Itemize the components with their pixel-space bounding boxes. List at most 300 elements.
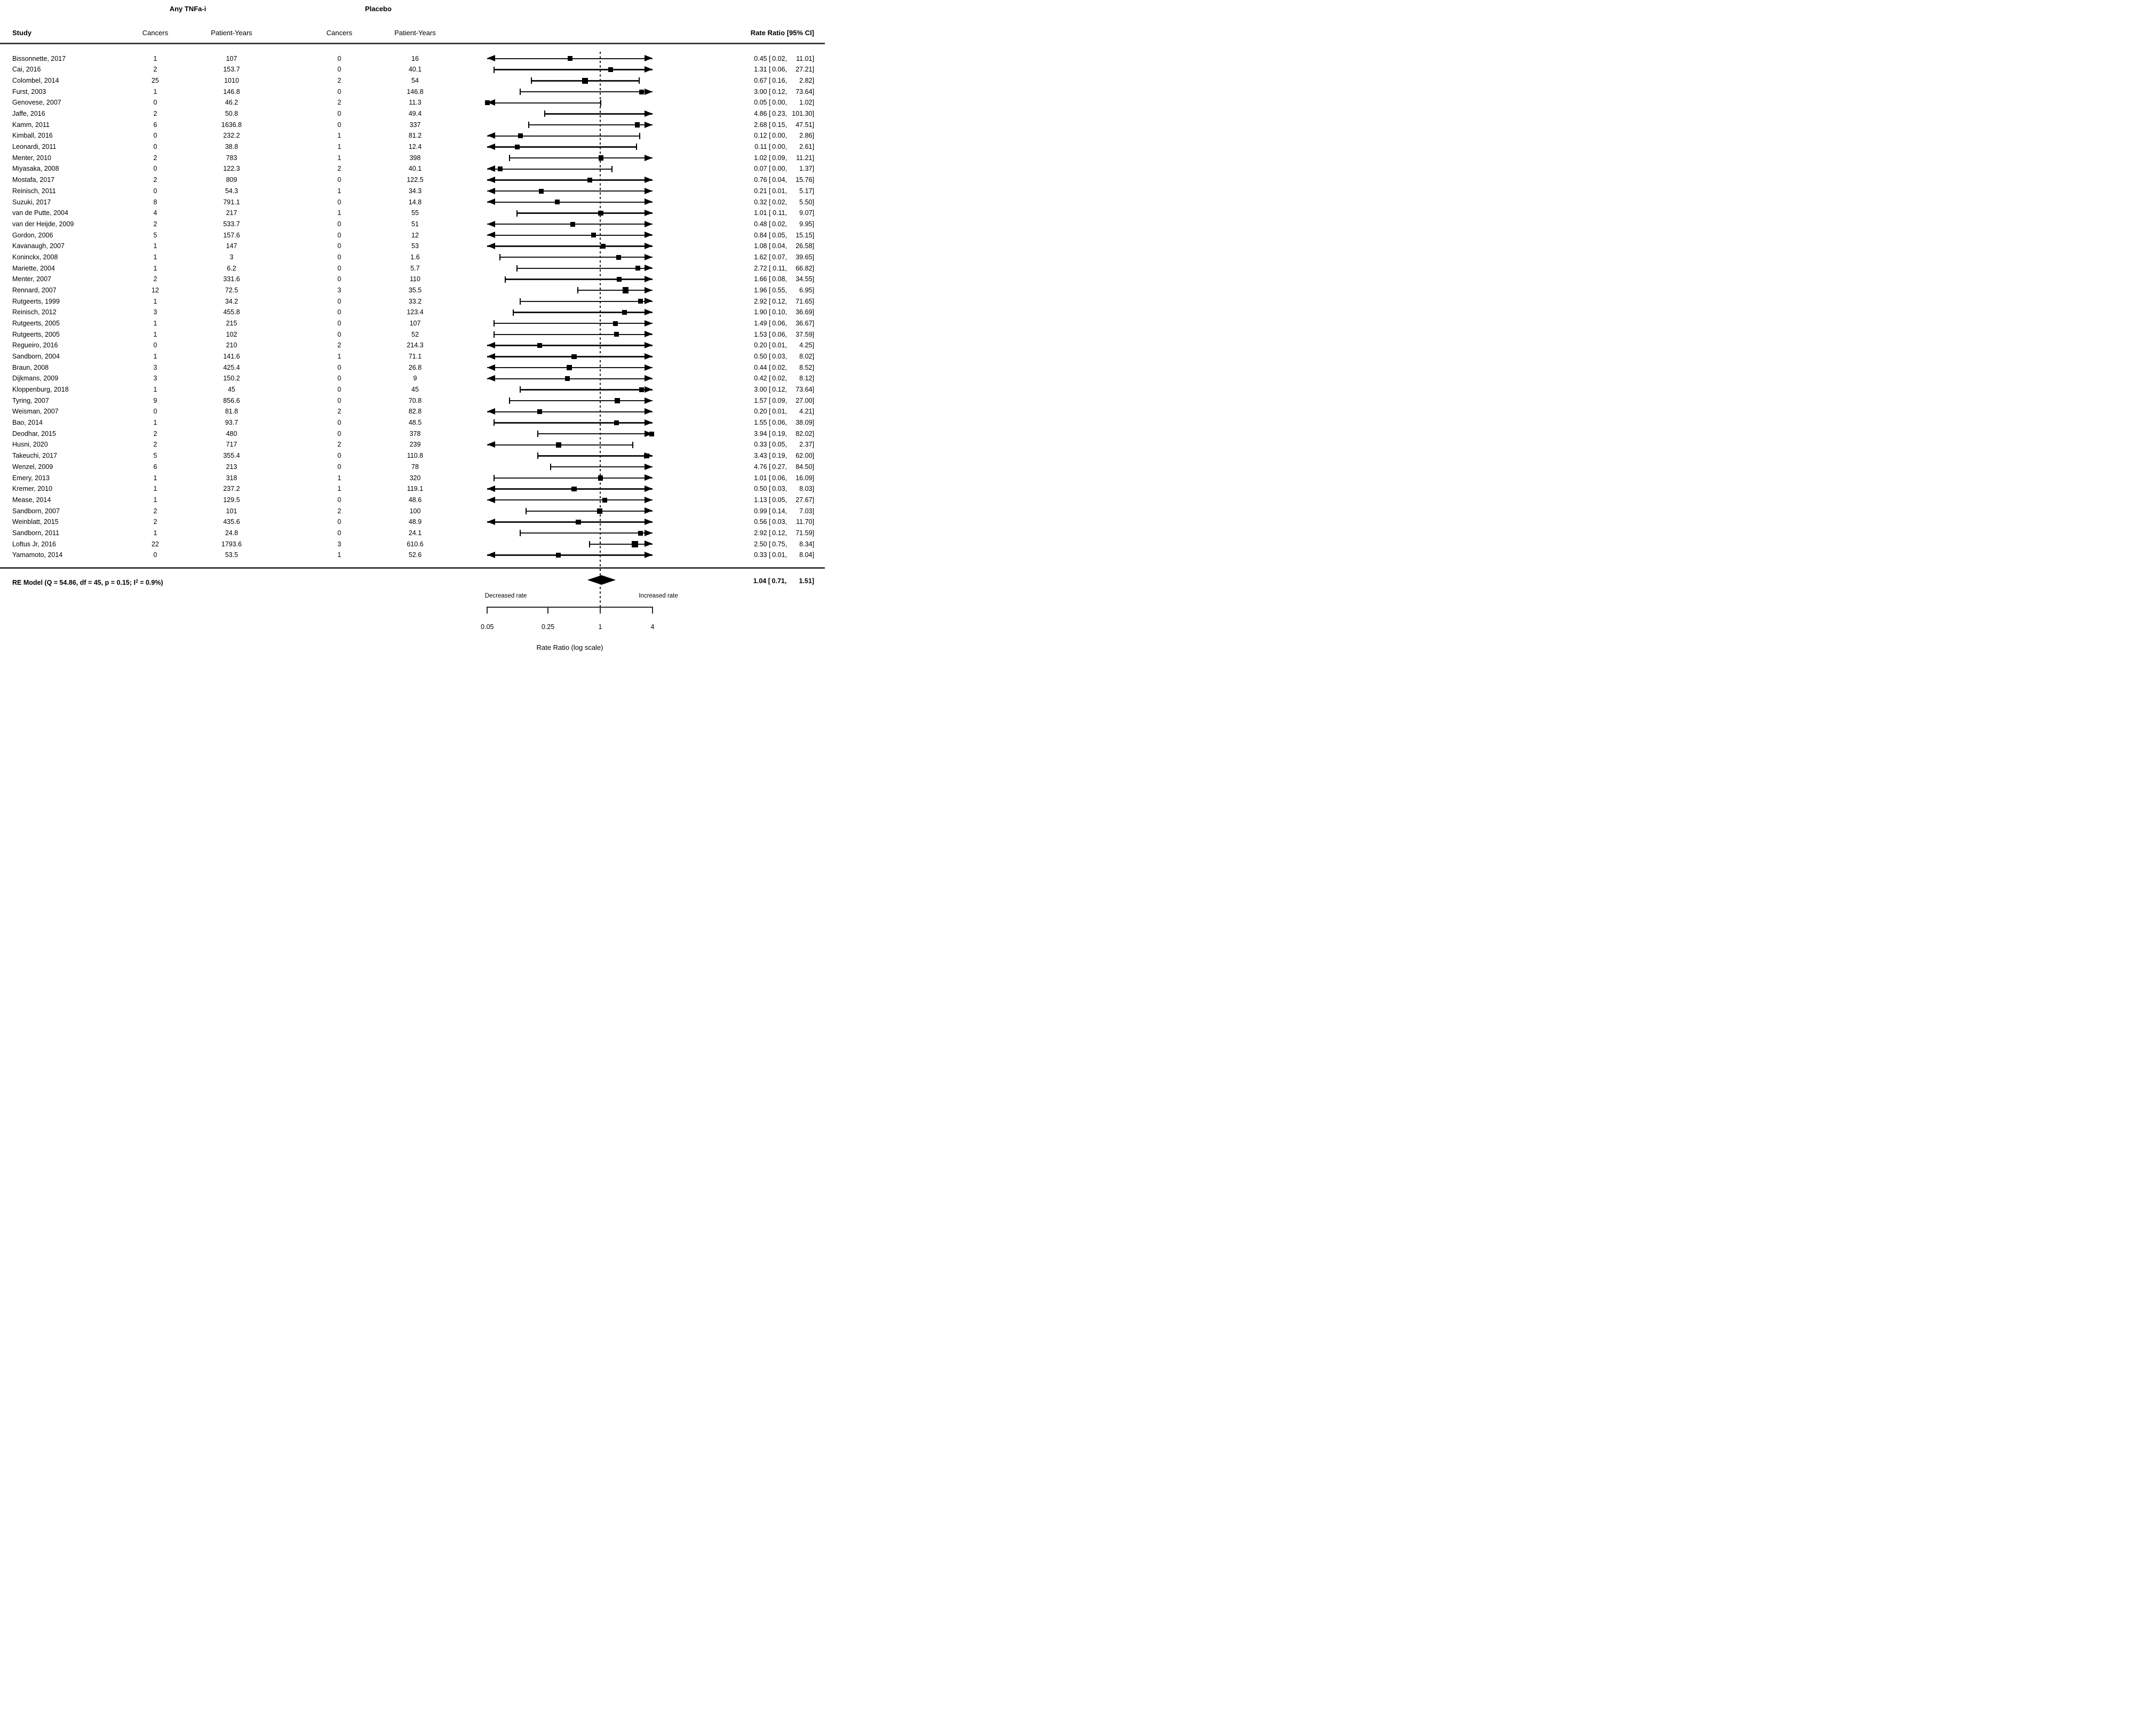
rate-ratio-part: 0.50 xyxy=(754,485,767,493)
study-name: Furst, 2003 xyxy=(12,88,46,96)
tnf-cancers-value: 2 xyxy=(153,518,157,526)
rate-ratio-part: ] xyxy=(812,386,814,394)
ci-arrow-left xyxy=(487,55,495,61)
confidence-interval-line xyxy=(487,345,653,346)
placebo-cancers-value: 0 xyxy=(337,297,341,305)
rate-ratio-part: [ xyxy=(767,209,771,217)
tnf-cancers-value: 0 xyxy=(153,165,157,173)
study-name: Gordon, 2006 xyxy=(12,231,53,239)
ci-cap-left xyxy=(494,475,495,481)
rate-ratio-part: 0.12 xyxy=(772,88,785,96)
rate-ratio-part: 1.66 xyxy=(754,275,767,283)
rate-ratio-part: ] xyxy=(812,452,814,460)
placebo-cancers-value: 2 xyxy=(337,99,341,107)
study-name: Sandborn, 2004 xyxy=(12,353,60,361)
rate-ratio-text xyxy=(751,274,814,285)
rate-ratio-part: 2.72 xyxy=(754,264,767,272)
tnf-cancers-value: 12 xyxy=(152,286,159,294)
rate-ratio-part: ] xyxy=(812,308,814,316)
rate-ratio-part: , xyxy=(785,297,789,305)
study-row xyxy=(0,230,825,241)
confidence-interval-line xyxy=(487,179,653,180)
ci-arrow-right xyxy=(645,375,653,381)
rate-ratio-part: 0.11 xyxy=(773,209,785,217)
study-name: Bao, 2014 xyxy=(12,419,43,427)
rate-ratio-part: 0.06 xyxy=(772,66,785,74)
rate-ratio-part: ] xyxy=(812,275,814,283)
tnf-patient-years-value: 46.2 xyxy=(225,99,238,107)
rate-ratio-part: [ xyxy=(767,77,771,85)
ci-arrow-right xyxy=(645,320,653,327)
rate-ratio-part: ] xyxy=(812,110,814,118)
rate-ratio-part: 2.50 xyxy=(754,540,767,548)
ci-arrow-left xyxy=(487,364,495,371)
tnf-patient-years-value: 783 xyxy=(226,154,237,162)
rate-ratio-part: , xyxy=(785,176,789,184)
rate-ratio-part: 82.02 xyxy=(795,430,813,438)
tnf-patient-years-value: 3 xyxy=(229,253,234,261)
rate-ratio-part: 0.07 xyxy=(754,165,767,173)
ci-arrow-left xyxy=(487,188,495,194)
placebo-cancers-value: 0 xyxy=(337,121,341,129)
rate-ratio-part: ] xyxy=(812,363,814,371)
tnf-patient-years-value: 102 xyxy=(226,330,237,338)
rate-ratio-text xyxy=(751,340,814,351)
rate-ratio-part: , xyxy=(785,496,789,504)
study-name: Cai, 2016 xyxy=(12,66,41,74)
placebo-cancers-value: 0 xyxy=(337,66,341,74)
point-estimate-marker xyxy=(613,321,618,326)
tnf-patient-years-value: 81.8 xyxy=(225,408,238,416)
rate-ratio-part: ] xyxy=(812,353,814,361)
rate-ratio-part: ] xyxy=(812,496,814,504)
point-estimate-marker xyxy=(615,398,619,403)
placebo-patient-years-value: 55 xyxy=(411,209,419,217)
rate-ratio-part: 7.03 xyxy=(799,507,813,515)
tnf-patient-years-value: 215 xyxy=(226,319,237,327)
point-estimate-marker xyxy=(617,277,622,282)
rate-ratio-part: ] xyxy=(812,154,814,162)
tnf-patient-years-value: 50.8 xyxy=(225,110,238,118)
placebo-cancers-value: 2 xyxy=(337,507,341,515)
rate-ratio-part: 0.04 xyxy=(772,242,785,250)
study-name: Menter, 2007 xyxy=(12,275,51,283)
rate-ratio-text xyxy=(751,230,814,241)
tnf-patient-years-value: 717 xyxy=(226,441,237,449)
ci-arrow-right xyxy=(645,519,653,525)
ci-cap-left xyxy=(513,309,514,316)
ci-arrow-right xyxy=(645,364,653,371)
study-name: Miyasaka, 2008 xyxy=(12,165,59,173)
placebo-patient-years-value: 14.8 xyxy=(408,198,422,206)
placebo-patient-years-value: 33.2 xyxy=(408,297,422,305)
study-row xyxy=(0,186,825,197)
ci-cap-left xyxy=(494,419,495,426)
placebo-cancers-value: 2 xyxy=(337,441,341,449)
ci-arrow-right xyxy=(645,276,653,282)
rate-ratio-text xyxy=(751,97,814,108)
placebo-patient-years-value: 12.4 xyxy=(408,143,422,151)
tnf-cancers-value: 22 xyxy=(152,540,159,548)
ci-cap-right xyxy=(639,133,640,139)
placebo-patient-years-value: 119.1 xyxy=(407,485,424,493)
rate-ratio-part: 0.01 xyxy=(772,187,785,195)
tnf-patient-years-value: 355.4 xyxy=(223,452,240,460)
confidence-interval-line xyxy=(487,102,601,104)
study-row xyxy=(0,439,825,450)
rate-ratio-part: 9.95 xyxy=(799,220,813,228)
rate-ratio-part: 3.00 xyxy=(754,386,767,394)
point-estimate-marker xyxy=(599,155,604,161)
tnf-cancers-value: 2 xyxy=(153,176,157,184)
placebo-patient-years-value: 12 xyxy=(411,231,419,239)
point-estimate-marker xyxy=(639,387,644,392)
point-estimate-marker xyxy=(591,233,596,237)
rate-ratio-part: [ xyxy=(767,54,771,62)
ci-arrow-right xyxy=(645,331,653,337)
study-name: van de Putte, 2004 xyxy=(12,209,68,217)
point-estimate-marker xyxy=(638,299,643,304)
study-row xyxy=(0,197,825,208)
rate-ratio-part: ] xyxy=(812,77,814,85)
placebo-cancers-value: 0 xyxy=(337,463,341,471)
rate-ratio-part: ] xyxy=(812,551,814,559)
study-row xyxy=(0,528,825,539)
point-estimate-marker xyxy=(498,166,503,171)
study-row xyxy=(0,362,825,373)
rate-ratio-part: [ xyxy=(767,242,771,250)
placebo-cancers-value: 0 xyxy=(337,529,341,537)
study-name: Rutgeerts, 2005 xyxy=(12,319,60,327)
ci-cap-left xyxy=(577,287,578,293)
ci-cap-left xyxy=(520,298,521,305)
ci-cap-left xyxy=(520,530,521,536)
rate-ratio-part: [ xyxy=(767,99,771,107)
rate-ratio-part: [ xyxy=(767,110,771,118)
rate-ratio-part: 0.12 xyxy=(772,529,785,537)
rate-ratio-part: , xyxy=(785,518,789,526)
placebo-patient-years-value: 5.7 xyxy=(410,264,420,272)
rate-ratio-part: 27.00 xyxy=(795,396,813,404)
rate-ratio-part: 0.48 xyxy=(754,220,767,228)
ci-cap-left xyxy=(537,431,538,437)
rate-ratio-part: 2.68 xyxy=(754,121,767,129)
study-row xyxy=(0,395,825,407)
tnf-patient-years-value: 210 xyxy=(226,341,237,349)
rate-ratio-part: , xyxy=(785,121,789,129)
ci-arrow-right xyxy=(645,530,653,536)
rate-ratio-part: [ xyxy=(767,363,771,371)
rate-ratio-part: , xyxy=(785,341,789,349)
rate-ratio-part: , xyxy=(785,77,789,85)
placebo-patient-years-value: 52.6 xyxy=(408,551,422,559)
placebo-cancers-value: 0 xyxy=(337,496,341,504)
study-name: Kloppenburg, 2018 xyxy=(12,386,69,394)
placebo-cancers-value: 2 xyxy=(337,341,341,349)
rate-ratio-part: ] xyxy=(812,485,814,493)
rate-ratio-text xyxy=(751,153,814,164)
rate-ratio-part: 0.00 xyxy=(772,99,785,107)
tnf-cancers-value: 8 xyxy=(153,198,157,206)
ci-cap-left xyxy=(494,67,495,73)
confidence-interval-line xyxy=(520,532,653,534)
rate-ratio-part: , xyxy=(785,441,789,449)
placebo-patient-years-value: 48.6 xyxy=(408,496,422,504)
rate-ratio-text xyxy=(751,163,814,174)
ci-arrow-left xyxy=(487,177,495,183)
rate-ratio-part: , xyxy=(785,275,789,283)
confidence-interval-line xyxy=(520,91,653,92)
placebo-cancers-value: 0 xyxy=(337,88,341,96)
study-name: Deodhar, 2015 xyxy=(12,430,57,438)
placebo-patient-years-value: 9 xyxy=(413,375,417,383)
rate-ratio-text xyxy=(751,362,814,373)
study-name: Mease, 2014 xyxy=(12,496,51,504)
rate-ratio-text xyxy=(751,263,814,274)
ci-arrow-left xyxy=(487,144,495,150)
header-divider xyxy=(0,43,825,44)
ci-arrow-left xyxy=(487,342,495,348)
rate-ratio-part: 0.09 xyxy=(772,154,785,162)
rate-ratio-part: 0.55 xyxy=(772,286,785,294)
tnf-patient-years-value: 38.8 xyxy=(225,143,238,151)
rate-ratio-part: [ xyxy=(767,419,771,427)
placebo-cancers-value: 1 xyxy=(337,209,341,217)
rate-ratio-text xyxy=(751,296,814,307)
rate-ratio-part: [ xyxy=(767,121,771,129)
placebo-patient-years-value: 16 xyxy=(411,54,419,62)
rate-ratio-text xyxy=(751,539,814,550)
placebo-cancers-value: 1 xyxy=(337,132,341,140)
rate-ratio-part: 11.01 xyxy=(796,54,813,62)
rate-ratio-part: 3.94 xyxy=(754,430,767,438)
rate-ratio-part: [ xyxy=(767,529,771,537)
study-row xyxy=(0,351,825,362)
ci-arrow-right xyxy=(645,232,653,238)
tnf-patient-years-value: 809 xyxy=(226,176,237,184)
study-row xyxy=(0,483,825,495)
increased-rate-label: Increased rate xyxy=(639,593,678,599)
rate-ratio-part: 0.12 xyxy=(772,386,785,394)
rate-ratio-part: 0.56 xyxy=(754,518,767,526)
study-row xyxy=(0,219,825,230)
rate-ratio-part: [ xyxy=(767,375,771,383)
point-estimate-marker xyxy=(571,487,576,491)
rate-ratio-part: ] xyxy=(812,286,814,294)
rate-ratio-part: [ xyxy=(767,308,771,316)
ci-arrow-right xyxy=(645,486,653,492)
rate-ratio-part: [ xyxy=(767,452,771,460)
tnf-patient-years-value: 435.6 xyxy=(223,518,240,526)
rate-ratio-part: [ xyxy=(767,396,771,404)
study-name: Reinisch, 2012 xyxy=(12,308,57,316)
tnf-patient-years-value: 318 xyxy=(226,474,237,482)
ci-cap-left xyxy=(516,210,518,217)
rate-ratio-part: , xyxy=(785,242,789,250)
rate-ratio-text xyxy=(751,495,814,506)
rate-ratio-text xyxy=(751,241,814,252)
rate-ratio-part: 1.31 xyxy=(754,66,767,74)
study-name: Mariette, 2004 xyxy=(12,264,55,272)
ci-arrow-left xyxy=(487,232,495,238)
rate-ratio-part: [ xyxy=(767,88,771,96)
rate-ratio-part: ] xyxy=(812,99,814,107)
rate-ratio-part: [ xyxy=(767,540,771,548)
placebo-patient-years-value: 122.5 xyxy=(407,176,424,184)
rate-ratio-part: 4.76 xyxy=(754,463,767,471)
rate-ratio-part: 0.20 xyxy=(754,408,767,416)
point-estimate-marker xyxy=(582,78,588,84)
rate-ratio-part: [ xyxy=(767,474,771,482)
placebo-cancers-value: 0 xyxy=(337,419,341,427)
placebo-cancers-value: 0 xyxy=(337,220,341,228)
rate-ratio-part: 36.67 xyxy=(795,319,813,327)
rate-ratio-part: , xyxy=(785,143,789,151)
rate-ratio-part: [ xyxy=(767,496,771,504)
rate-ratio-part: 0.03 xyxy=(772,518,785,526)
tnf-patient-years-value: 237.2 xyxy=(223,485,240,493)
confidence-interval-line xyxy=(590,544,653,545)
rate-ratio-part: 0.75 xyxy=(772,540,785,548)
group-header-tnf: Any TNFa-i xyxy=(169,5,206,13)
rate-ratio-part: ] xyxy=(812,430,814,438)
rate-ratio-part: [ xyxy=(767,165,771,173)
rate-ratio-part: , xyxy=(785,154,789,162)
study-row xyxy=(0,506,825,517)
confidence-interval-line xyxy=(551,466,652,467)
rate-ratio-part: 0.99 xyxy=(754,507,767,515)
confidence-interval-line xyxy=(487,146,636,147)
rate-ratio-part: 0.00 xyxy=(772,132,785,140)
placebo-patient-years-value: 123.4 xyxy=(407,308,424,316)
rate-ratio-part: , xyxy=(785,452,789,460)
rate-ratio-part: [ xyxy=(767,132,771,140)
study-row xyxy=(0,318,825,329)
tnf-patient-years-value: 1793.6 xyxy=(221,540,242,548)
rate-ratio-part: 0.00 xyxy=(772,143,785,151)
point-estimate-marker xyxy=(623,287,629,293)
rate-ratio-part: ] xyxy=(812,518,814,526)
rate-ratio-part: 26.58 xyxy=(795,242,813,250)
placebo-patient-years-value: 100 xyxy=(409,507,421,515)
rate-ratio-part: 15.76 xyxy=(795,176,813,184)
tnf-cancers-value: 3 xyxy=(153,363,157,371)
rate-ratio-part: 0.33 xyxy=(754,551,767,559)
tnf-cancers-value: 1 xyxy=(153,330,157,338)
tnf-cancers-value: 2 xyxy=(153,441,157,449)
point-estimate-marker xyxy=(598,475,603,480)
rate-ratio-part: 5.50 xyxy=(799,198,813,206)
rate-ratio-part: , xyxy=(785,286,789,294)
rate-ratio-part: , xyxy=(785,375,789,383)
tnf-cancers-value: 1 xyxy=(153,496,157,504)
study-row xyxy=(0,450,825,462)
tnf-cancers-value: 2 xyxy=(153,154,157,162)
rate-ratio-part: 8.12 xyxy=(799,375,813,383)
study-row xyxy=(0,406,825,417)
placebo-patient-years-value: 110 xyxy=(410,275,420,283)
study-name: Braun, 2008 xyxy=(12,363,49,371)
placebo-patient-years-value: 49.4 xyxy=(408,110,422,118)
tnf-cancers-value: 1 xyxy=(153,88,157,96)
placebo-patient-years-value: 34.3 xyxy=(408,187,422,195)
tnf-cancers-value: 1 xyxy=(153,419,157,427)
rate-ratio-part: 0.32 xyxy=(754,198,767,206)
point-estimate-marker xyxy=(614,332,619,337)
rate-ratio-part: [ xyxy=(767,253,771,261)
rate-ratio-part: 0.07 xyxy=(772,253,785,261)
ci-cap-right xyxy=(611,166,612,172)
placebo-patient-years-value: 610.6 xyxy=(407,540,424,548)
confidence-interval-line xyxy=(578,290,653,291)
x-axis-tick-label: 1 xyxy=(598,623,602,631)
rate-ratio-part: 66.82 xyxy=(795,264,813,272)
ci-cap-left xyxy=(494,320,495,327)
point-estimate-marker xyxy=(570,222,575,227)
tnf-patient-years-value: 1636.8 xyxy=(221,121,242,129)
placebo-cancers-value: 0 xyxy=(337,363,341,371)
tnf-patient-years-value: 331.6 xyxy=(223,275,240,283)
study-name: Jaffe, 2016 xyxy=(12,110,45,118)
rate-ratio-part: 11.70 xyxy=(796,518,813,526)
rate-ratio-part: 0.02 xyxy=(772,363,785,371)
x-axis-tick-label: 0.25 xyxy=(541,623,555,631)
point-estimate-marker xyxy=(638,531,643,536)
rate-ratio-part: [ xyxy=(767,408,771,416)
study-name: Yamamoto, 2014 xyxy=(12,551,63,559)
rate-ratio-part: 8.02 xyxy=(799,353,813,361)
placebo-patient-years-value: 71.1 xyxy=(408,353,422,361)
ci-arrow-left xyxy=(487,243,495,249)
rate-ratio-part: [ xyxy=(767,187,771,195)
ci-cap-left xyxy=(520,386,521,393)
rate-ratio-part: [ xyxy=(767,66,771,74)
study-row xyxy=(0,329,825,340)
rate-ratio-part: 0.02 xyxy=(772,220,785,228)
point-estimate-marker xyxy=(649,432,654,436)
tnf-patient-years-value: 480 xyxy=(226,430,237,438)
rate-ratio-part: 0.50 xyxy=(754,353,767,361)
rate-ratio-part: [ xyxy=(767,485,771,493)
study-row xyxy=(0,153,825,164)
confidence-interval-line xyxy=(500,257,653,258)
study-row xyxy=(0,53,825,65)
point-estimate-marker xyxy=(635,266,640,271)
study-row xyxy=(0,252,825,263)
ci-arrow-right xyxy=(645,254,653,260)
point-estimate-marker xyxy=(597,508,602,514)
decreased-rate-label: Decreased rate xyxy=(484,593,527,599)
rate-ratio-part: ] xyxy=(812,121,814,129)
rate-ratio-part: , xyxy=(785,231,789,239)
placebo-cancers-value: 1 xyxy=(337,143,341,151)
confidence-interval-line xyxy=(487,521,653,522)
placebo-patient-years-value: 337 xyxy=(409,121,421,129)
summary-label: RE Model (Q = 54.86, df = 45, p = 0.15; $I^2 = 0.9\%$) xyxy=(12,578,163,586)
ci-arrow-right xyxy=(645,66,653,73)
rate-ratio-part: 15.15 xyxy=(795,231,813,239)
rate-ratio-part: 0.00 xyxy=(772,165,785,173)
study-row xyxy=(0,97,825,108)
tnf-cancers-value: 6 xyxy=(153,463,157,471)
tnf-cancers-value: 0 xyxy=(153,341,157,349)
placebo-patient-years-value: 40.1 xyxy=(408,66,422,74)
rate-ratio-part: [ xyxy=(767,154,771,162)
rate-ratio-part: 1.53 xyxy=(754,330,767,338)
placebo-patient-years-value: 53 xyxy=(411,242,419,250)
study-row xyxy=(0,550,825,561)
study-name: Weinblatt, 2015 xyxy=(12,518,59,526)
